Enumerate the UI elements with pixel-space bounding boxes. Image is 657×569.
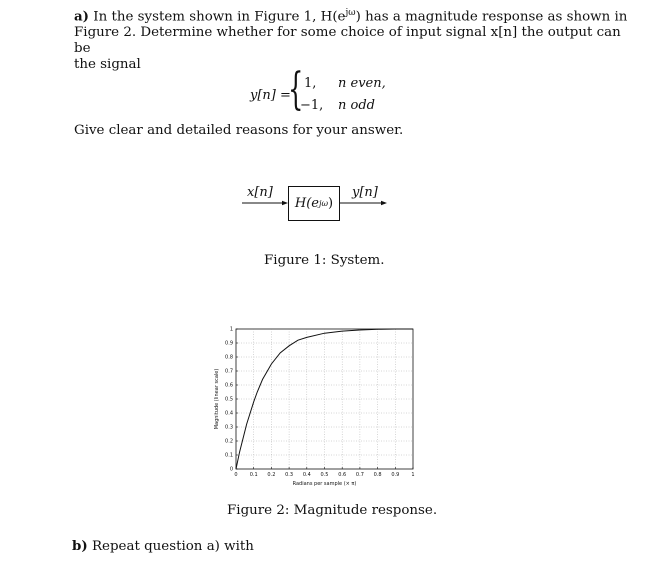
x-tick-label: 0.3 [285,472,294,478]
y-tick-label: 0.2 [225,438,233,445]
x-tick-label: 0.8 [373,472,382,478]
equation-lhs: y[n] = [250,88,291,103]
y-tick-label: 0.4 [225,410,233,417]
system-block-close: ) [328,196,334,211]
figure2-caption: Figure 2: Magnitude response. [227,503,438,518]
y-tick-label: 0.7 [225,368,233,375]
y-tick-label: 0.8 [225,354,233,361]
x-tick-label: 0.7 [355,472,364,478]
question-a-line3: the signal [74,57,141,73]
x-tick-label: 0.5 [320,472,329,478]
y-tick-label: 0 [229,466,233,473]
figure1-caption: Figure 1: System. [264,253,385,268]
question-b [72,538,254,554]
x-axis-label: Radians per sample (× π) [292,481,357,487]
y-tick-label: 1 [229,326,233,333]
instruction-text: Give clear and detailed reasons for your answer. [74,123,404,138]
question-a-label: a) [74,8,90,25]
y-tick-label: 0.3 [225,424,233,431]
y-tick-label: 0.5 [225,396,233,403]
question-a-sup: jω [345,8,356,18]
question-a-line1-rest: ) has a magnitude response as shown in [355,9,628,25]
y-tick-label: 0.1 [225,452,233,459]
x-tick-label: 0.2 [267,472,276,478]
question-b-label: b) [72,538,88,554]
y-tick-label: 0.6 [225,382,233,389]
question-b-text: Repeat question a) with [91,539,254,554]
case1-condition: n even, [338,76,386,91]
question-a-line1: In the system shown in Figure 1, H(e [93,9,346,25]
case2-value: −1, [300,98,324,113]
system-block [288,186,340,221]
output-arrowhead [381,201,387,205]
x-tick-label: 0.9 [391,472,400,478]
x-tick-label: 0.1 [249,472,258,478]
system-block-sup: jω [319,199,329,208]
equation-brace: { [288,64,304,115]
y-tick-label: 0.9 [225,340,233,347]
x-tick-label: 0.4 [302,472,311,478]
grid-lines [236,329,413,469]
magnitude-response-chart [210,322,425,492]
output-signal-label: y[n] [352,185,378,200]
x-tick-label: 0 [234,472,238,478]
question-a-line2: Figure 2. Determine whether for some choice of input signal x[n] the output can be [74,25,621,57]
x-tick-label: 0.6 [338,472,347,478]
system-block-label: H(e [294,196,319,211]
input-signal-label: x[n] [247,185,273,200]
case1-value: 1, [304,76,317,91]
x-tick-label: 1 [411,472,415,478]
y-axis-label: Magnitude (linear scale) [214,368,220,430]
case2-condition: n odd [338,98,375,113]
